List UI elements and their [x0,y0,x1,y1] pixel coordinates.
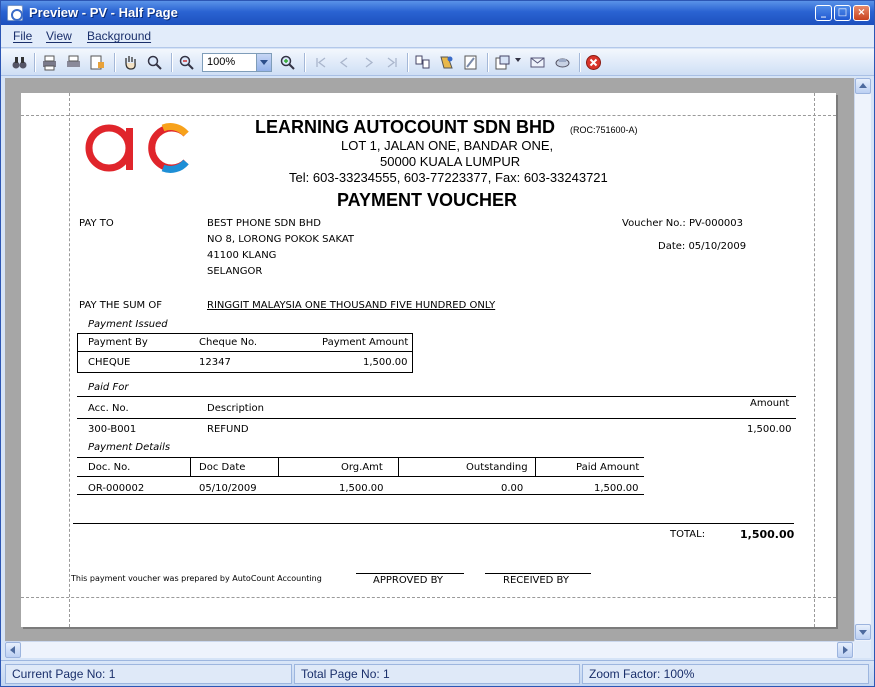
status-total-page: Total Page No: 1 [294,664,580,684]
payment-issued-header: Cheque No. [199,337,258,348]
section-paid-for: Paid For [88,382,129,393]
previous-page-icon[interactable] [336,54,353,71]
approved-by-label: APPROVED BY [373,575,444,586]
scroll-up-icon[interactable] [855,78,871,94]
payment-details-cell: 0.00 [501,483,524,494]
voucher-date: Date: 05/10/2009 [658,241,747,252]
close-preview-icon[interactable] [585,54,602,71]
menu-view[interactable]: View [46,29,72,43]
menu-bar [1,25,874,48]
horizontal-scrollbar[interactable] [5,641,854,658]
payee-line: NO 8, LORONG POKOK SAKAT [207,234,355,245]
watermark-icon[interactable] [462,54,479,71]
preview-app-icon [7,5,23,21]
print-icon[interactable] [65,54,82,71]
page-setup-icon[interactable] [89,54,106,71]
pay-to-label: PAY TO [79,218,114,229]
send-icon[interactable] [554,54,571,71]
received-by-label: RECEIVED BY [503,575,569,586]
vertical-scrollbar[interactable] [854,78,871,641]
company-logo [83,121,195,175]
close-button[interactable]: × [853,5,870,21]
zoom-value: 100% [207,56,236,68]
first-page-icon[interactable] [312,54,329,71]
payment-details-cell: OR-000002 [88,483,145,494]
paid-for-cell: 300-B001 [88,424,137,435]
amount-in-words: RINGGIT MALAYSIA ONE THOUSAND FIVE HUNDRED ONLY [207,300,496,311]
company-name: LEARNING AUTOCOUNT SDN BHD [255,117,555,137]
company-address-line2: 50000 KUALA LUMPUR [380,154,521,169]
maximize-button[interactable]: □ [834,5,851,21]
pay-sum-label: PAY THE SUM OF [79,300,162,311]
title-bar[interactable] [1,1,874,25]
multipage-icon[interactable] [414,54,431,71]
total-label: TOTAL: [670,529,706,540]
minimize-button[interactable]: _ [815,5,832,21]
payment-issued-cell: 12347 [199,357,231,368]
email-icon[interactable] [529,54,546,71]
payment-details-cell: 05/10/2009 [199,483,257,494]
export-dropdown-icon[interactable] [515,58,521,62]
payment-details-header: Doc. No. [88,462,131,473]
status-bar [1,660,874,686]
paid-for-header: Amount [750,398,790,409]
menu-file[interactable]: File [13,29,33,43]
section-payment-details: Payment Details [88,442,171,453]
find-icon[interactable] [11,54,28,71]
payment-issued-header: Payment By [88,337,148,348]
paid-for-header: Description [207,403,264,414]
section-payment-issued: Payment Issued [88,319,168,330]
payment-details-cell: 1,500.00 [594,483,639,494]
window-title: Preview - PV - Half Page [29,5,178,20]
toolbar [1,49,874,76]
magnifier-icon[interactable] [146,54,163,71]
company-address-line1: LOT 1, JALAN ONE, BANDAR ONE, [341,138,554,153]
status-current-page: Current Page No: 1 [5,664,292,684]
menu-background[interactable]: Background [87,29,152,43]
payee-line: 41100 KLANG [207,250,277,261]
company-contact: Tel: 603-33234555, 603-77223377, Fax: 603-33243721 [289,170,608,185]
payment-details-header: Outstanding [466,462,528,473]
last-page-icon[interactable] [384,54,401,71]
preview-viewport[interactable] [5,78,854,641]
report-page [21,93,836,627]
document-title: PAYMENT VOUCHER [337,190,518,210]
print-setup-icon[interactable] [41,54,58,71]
payee-line: SELANGOR [207,266,263,277]
zoom-out-icon[interactable] [178,54,195,71]
color-icon[interactable] [438,54,455,71]
payment-issued-header: Payment Amount [322,337,409,348]
scroll-down-icon[interactable] [855,624,871,640]
voucher-number: Voucher No.: PV-000003 [622,218,744,229]
scroll-left-icon[interactable] [5,642,21,658]
payment-issued-cell: 1,500.00 [363,357,408,368]
payment-details-header: Paid Amount [576,462,640,473]
next-page-icon[interactable] [360,54,377,71]
hand-tool-icon[interactable] [122,54,139,71]
payment-issued-cell: CHEQUE [88,357,131,368]
payee-line: BEST PHONE SDN BHD [207,218,321,229]
scrollbar-corner [854,641,871,658]
paid-for-header: Acc. No. [88,403,129,414]
total-value: 1,500.00 [740,528,795,541]
paid-for-cell: 1,500.00 [747,424,792,435]
status-zoom-factor: Zoom Factor: 100% [582,664,869,684]
zoom-in-icon[interactable] [279,54,296,71]
company-roc: (ROC:751600-A) [570,125,638,135]
scroll-right-icon[interactable] [837,642,853,658]
export-icon[interactable] [494,54,511,71]
zoom-select[interactable] [202,53,272,72]
chevron-down-icon[interactable] [256,54,271,71]
footer-note: This payment voucher was prepared by AutoCount Accounting [71,574,322,583]
payment-details-header: Doc Date [199,462,246,473]
paid-for-cell: REFUND [207,424,249,435]
payment-details-cell: 1,500.00 [339,483,384,494]
payment-details-header: Org.Amt [341,462,383,473]
